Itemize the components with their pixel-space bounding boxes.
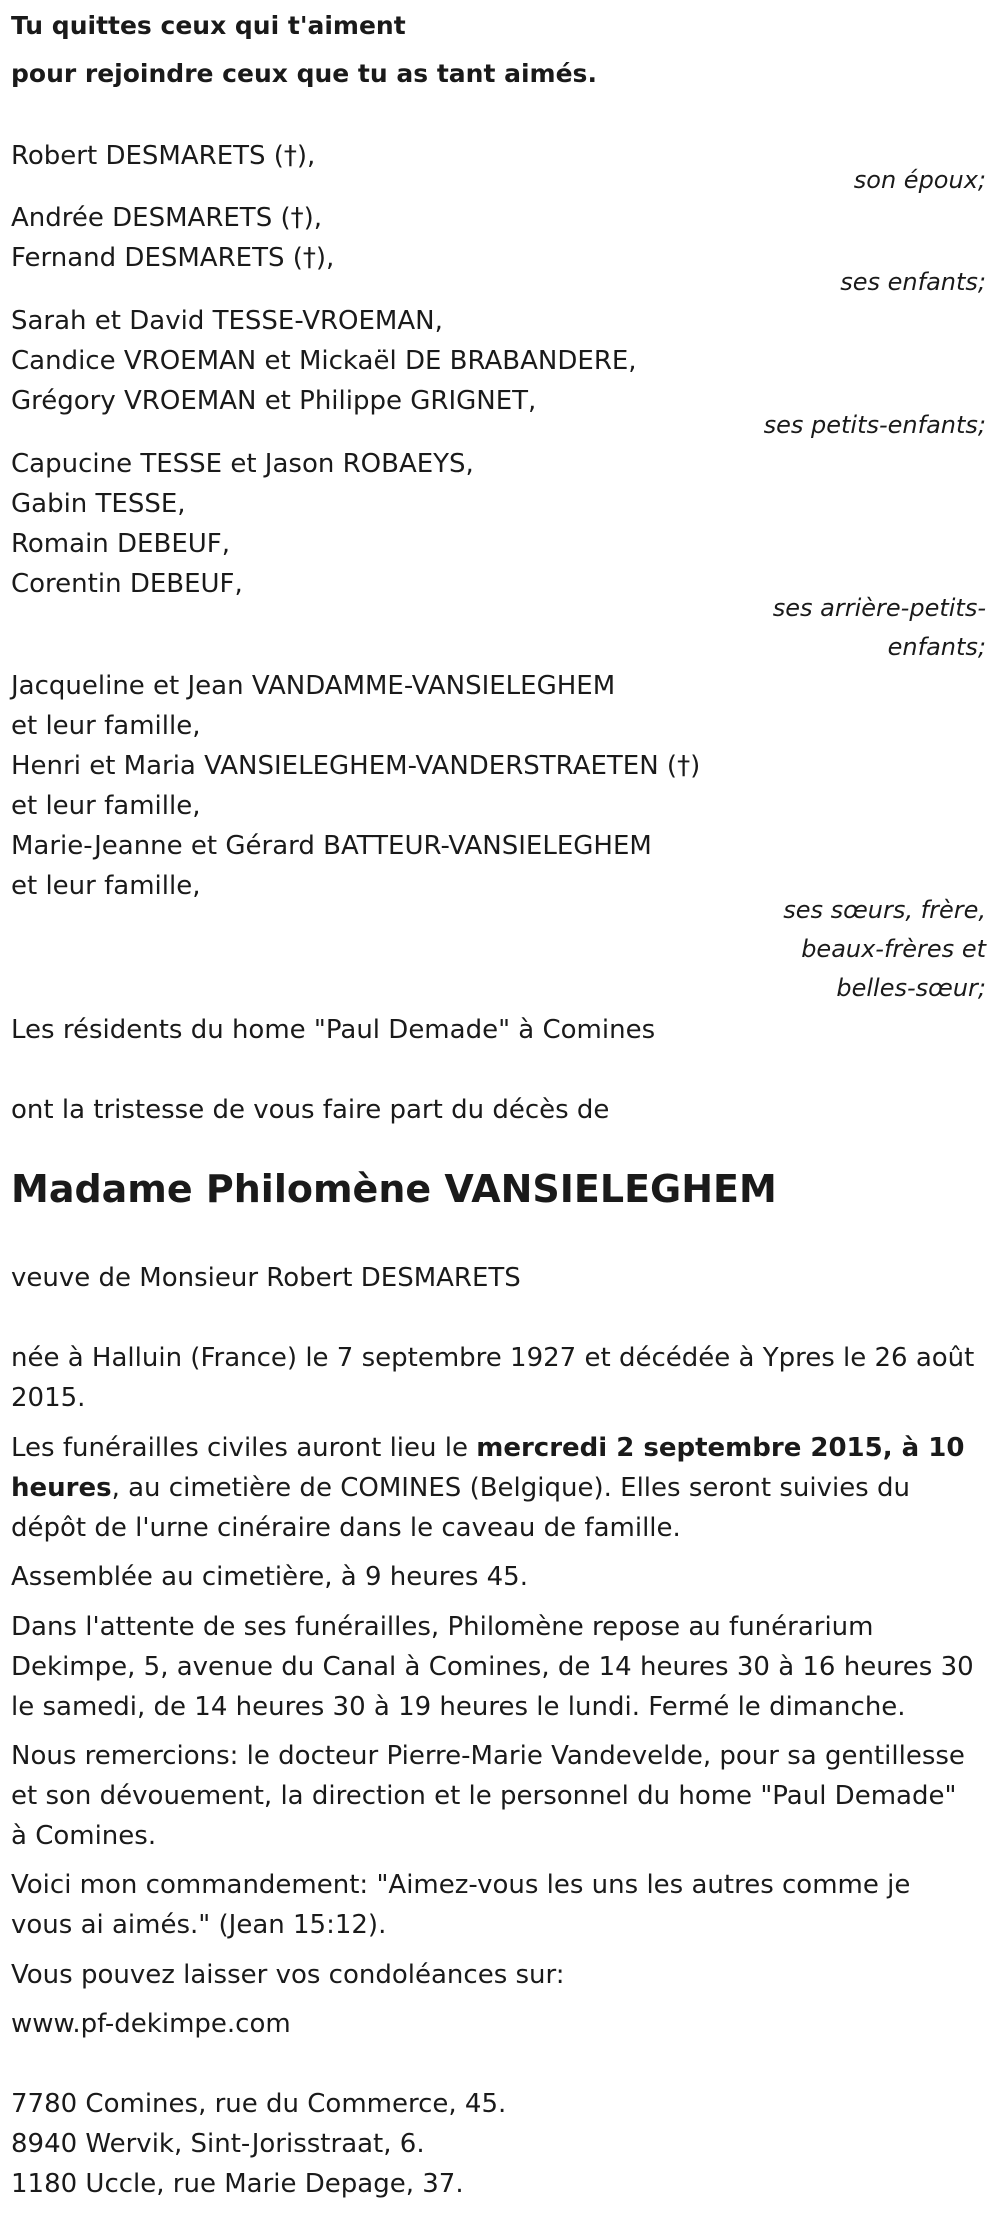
quote-line: vous ai aimés." (Jean 15:12).: [11, 1910, 387, 1940]
relation-label: ses enfants;: [840, 268, 986, 296]
family-member: Romain DEBEUF,: [11, 529, 230, 559]
family-member: Robert DESMARETS (†),: [11, 141, 316, 171]
family-member: et leur famille,: [11, 791, 201, 821]
quote-line: Voici mon commandement: "Aimez-vous les uns les autres comme je: [11, 1870, 911, 1900]
funeral-date: mercredi 2 septembre 2015, à 10: [476, 1433, 965, 1463]
funeral-text: , au cimetière de COMINES (Belgique). Elles seront suivies du: [111, 1473, 910, 1503]
address-line: 8940 Wervik, Sint-Jorisstraat, 6.: [11, 2129, 425, 2159]
thanks-line: à Comines.: [11, 1821, 157, 1851]
family-member: Candice VROEMAN et Mickaël DE BRABANDERE,: [11, 346, 637, 376]
address-line: 7780 Comines, rue du Commerce, 45.: [11, 2089, 507, 2119]
funeral-line: dépôt de l'urne cinéraire dans le caveau de famille.: [11, 1513, 681, 1543]
condolences-label: Vous pouvez laisser vos condoléances sur:: [11, 1960, 565, 1990]
family-member: Andrée DESMARETS (†),: [11, 203, 323, 233]
address-line: 1180 Uccle, rue Marie Depage, 37.: [11, 2169, 464, 2199]
relation-label: son époux;: [853, 166, 986, 194]
family-member: Fernand DESMARETS (†),: [11, 243, 335, 273]
family-member: Jacqueline et Jean VANDAMME-VANSIELEGHEM: [11, 671, 616, 701]
family-member: Capucine TESSE et Jason ROBAEYS,: [11, 449, 474, 479]
epigraph-line: Tu quittes ceux qui t'aiment: [11, 11, 406, 40]
funeral-line: [11, 1428, 964, 1468]
family-member: et leur famille,: [11, 871, 201, 901]
deceased-name: Madame Philomène VANSIELEGHEM: [11, 1167, 777, 1211]
relation-label: ses sœurs, frère,: [783, 896, 986, 924]
viewing-line: Dans l'attente de ses funérailles, Philomène repose au funérarium: [11, 1612, 874, 1642]
viewing-line: Dekimpe, 5, avenue du Canal à Comines, de 14 heures 30 à 16 heures 30: [11, 1652, 974, 1682]
family-member: et leur famille,: [11, 711, 201, 741]
family-member: Grégory VROEMAN et Philippe GRIGNET,: [11, 386, 537, 416]
relation-label: beaux-frères et: [801, 935, 986, 963]
announcement-text: ont la tristesse de vous faire part du décès de: [11, 1095, 610, 1125]
birth-death-line: née à Halluin (France) le 7 septembre 1927 et décédée à Ypres le 26 août: [11, 1343, 975, 1373]
family-member: Corentin DEBEUF,: [11, 569, 243, 599]
website-link[interactable]: www.pf-dekimpe.com: [11, 2009, 291, 2039]
relation-label: enfants;: [887, 633, 986, 661]
family-member: Sarah et David TESSE-VROEMAN,: [11, 306, 443, 336]
relation-label: ses arrière-petits-: [772, 594, 986, 622]
birth-death-line: 2015.: [11, 1383, 86, 1413]
relation-label: belles-sœur;: [836, 974, 986, 1002]
family-member: Henri et Maria VANSIELEGHEM-VANDERSTRAETEN (†): [11, 751, 701, 781]
viewing-line: le samedi, de 14 heures 30 à 19 heures le lundi. Fermé le dimanche.: [11, 1692, 906, 1722]
funeral-text: Les funérailles civiles auront lieu le: [11, 1433, 477, 1463]
funeral-time: heures: [11, 1473, 112, 1503]
thanks-line: et son dévouement, la direction et le personnel du home "Paul Demade": [11, 1781, 957, 1811]
family-member: Gabin TESSE,: [11, 489, 186, 519]
epigraph-line: pour rejoindre ceux que tu as tant aimés.: [11, 59, 597, 88]
widow-of-line: veuve de Monsieur Robert DESMARETS: [11, 1263, 521, 1293]
funeral-line: [11, 1468, 910, 1508]
relation-label: ses petits-enfants;: [763, 411, 986, 439]
thanks-line: Nous remercions: le docteur Pierre-Marie Vandevelde, pour sa gentillesse: [11, 1741, 965, 1771]
assembly-line: Assemblée au cimetière, à 9 heures 45.: [11, 1562, 528, 1592]
residents-line: Les résidents du home "Paul Demade" à Comines: [11, 1015, 656, 1045]
family-member: Marie-Jeanne et Gérard BATTEUR-VANSIELEGHEM: [11, 831, 652, 861]
